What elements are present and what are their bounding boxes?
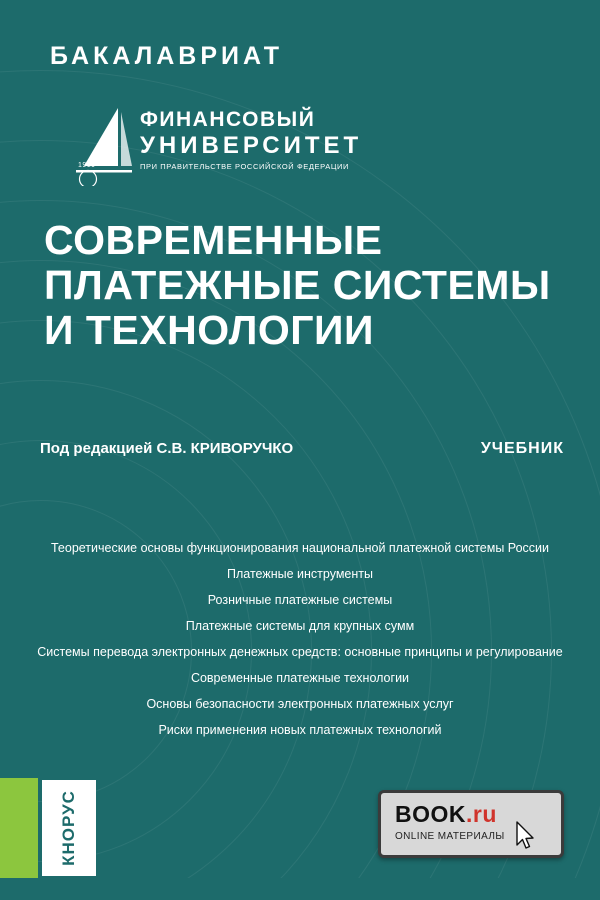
cursor-icon	[515, 821, 537, 853]
badge-subtitle: ONLINE МАТЕРИАЛЫ	[395, 831, 505, 842]
publication-kind: УЧЕБНИК	[480, 440, 564, 457]
editor-credit: Под редакцией С.В. КРИВОРУЧКО	[40, 440, 294, 457]
book-ru-badge[interactable]	[378, 790, 564, 858]
contents-item: Теоретические основы функционирования национальной платежной системы России	[50, 541, 549, 555]
contents-list	[0, 535, 600, 743]
logo-year: 1919	[78, 162, 96, 169]
sail-icon	[74, 106, 136, 186]
contents-item: Риски применения новых платежных технологий	[158, 723, 442, 737]
contents-item: Платежные системы для крупных сумм	[185, 619, 415, 633]
contents-item: Основы безопасности электронных платежных услуг	[146, 697, 454, 711]
series-label: БАКАЛАВРИАТ	[50, 42, 284, 70]
decorative-arc	[0, 70, 600, 900]
contents-item: Современные платежные технологии	[190, 671, 410, 685]
badge-title	[395, 801, 497, 828]
contents-item: Системы перевода электронных денежных средств: основные принципы и регулирование	[37, 645, 563, 659]
contents-item: Платежные инструменты	[227, 567, 373, 581]
publisher-logo	[42, 780, 96, 876]
publisher-name: КНОРУС	[59, 790, 78, 866]
badge-domain: .ru	[466, 801, 497, 827]
contents-item: Розничные платежные системы	[207, 593, 393, 607]
book-title: СОВРЕМЕННЫЕ ПЛАТЕЖНЫЕ СИСТЕМЫ И ТЕХНОЛОГИИ	[44, 217, 551, 353]
university-logo	[44, 100, 374, 192]
footer-band	[0, 878, 600, 900]
logo-line-2: УНИВЕРСИТЕТ	[140, 132, 363, 159]
logo-line-1: ФИНАНСОВЫЙ	[140, 108, 316, 131]
badge-name: BOOK	[395, 801, 466, 827]
logo-line-3: ПРИ ПРАВИТЕЛЬСТВЕ РОССИЙСКОЙ ФЕДЕРАЦИИ	[140, 162, 349, 171]
